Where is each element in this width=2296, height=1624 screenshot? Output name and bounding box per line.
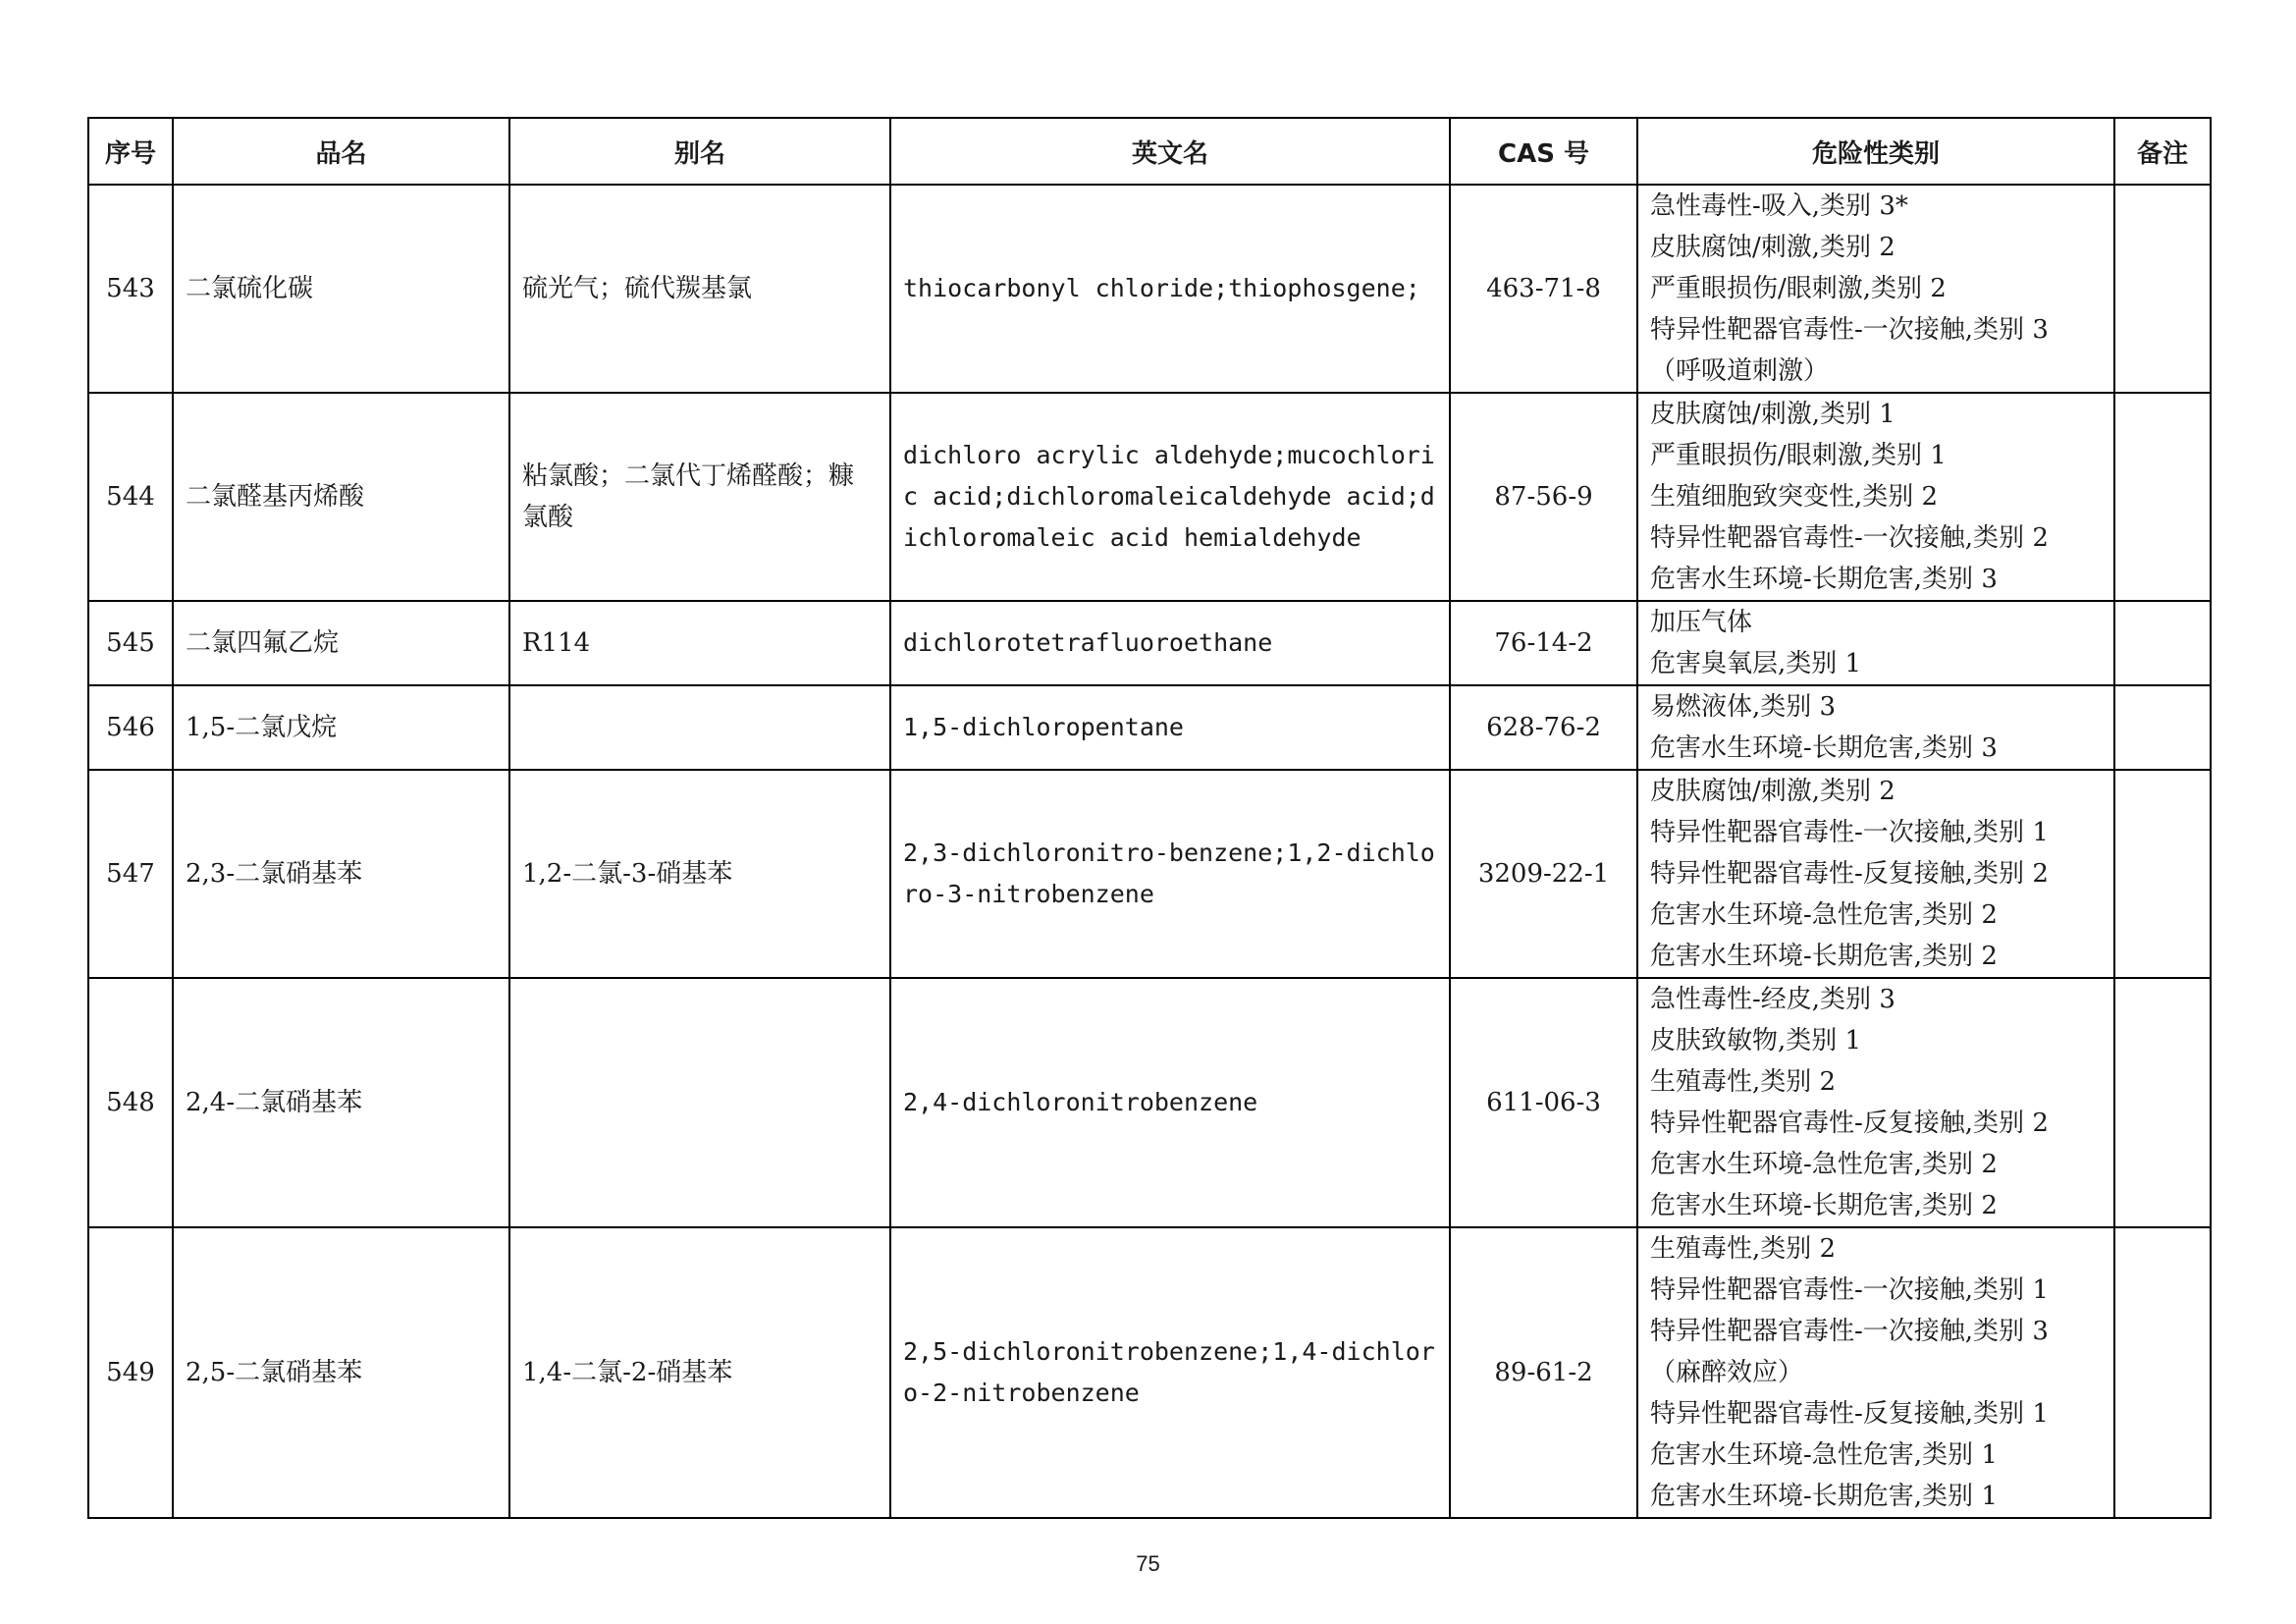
alias-cell — [509, 685, 890, 770]
product-name-cell: 2,3-二氯硝基苯 — [173, 770, 509, 978]
cas-no-cell: 463-71-8 — [1450, 185, 1637, 393]
hazard-line: 皮肤致敏物,类别 1 — [1650, 1026, 1862, 1056]
serial-no-cell: 543 — [88, 185, 173, 393]
hazard-line: 特异性靶器官毒性-一次接触,类别 2 — [1650, 523, 2049, 553]
english-name-cell: 2,3-dichloronitro-benzene;1,2-dichloro-3-nitrobenzene — [890, 770, 1450, 978]
product-name-cell: 二氯四氟乙烷 — [173, 601, 509, 685]
product-name-cell: 2,4-二氯硝基苯 — [173, 978, 509, 1227]
english-name-cell: dichlorotetrafluoroethane — [890, 601, 1450, 685]
hazard-line: 特异性靶器官毒性-一次接触,类别 3 — [1650, 1317, 2049, 1346]
hazard-line: 易燃液体,类别 3 — [1650, 692, 1837, 722]
hazard-category-cell — [1637, 601, 2114, 685]
hazard-line: 生殖毒性,类别 2 — [1650, 1067, 1837, 1097]
hazard-category-cell — [1637, 978, 2114, 1227]
english-name-cell: 2,5-dichloronitrobenzene;1,4-dichloro-2-nitrobenzene — [890, 1227, 1450, 1518]
hazard-line: 严重眼损伤/眼刺激,类别 1 — [1650, 441, 1947, 470]
hazard-line: 急性毒性-吸入,类别 3* — [1650, 191, 1908, 221]
header-alias: 别名 — [509, 118, 890, 185]
alias-cell: 1,4-二氯-2-硝基苯 — [509, 1227, 890, 1518]
hazard-category-cell — [1637, 770, 2114, 978]
table-row — [88, 393, 2211, 601]
hazard-line: 生殖毒性,类别 2 — [1650, 1234, 1837, 1264]
cas-no-cell: 628-76-2 — [1450, 685, 1637, 770]
hazard-line: 危害水生环境-长期危害,类别 3 — [1650, 733, 1998, 763]
cas-no-cell: 611-06-3 — [1450, 978, 1637, 1227]
table-row — [88, 978, 2211, 1227]
hazard-line: 危害水生环境-急性危害,类别 2 — [1650, 900, 1998, 930]
hazard-line: 急性毒性-经皮,类别 3 — [1650, 985, 1896, 1014]
remarks-cell — [2114, 601, 2211, 685]
header-product-name: 品名 — [173, 118, 509, 185]
product-name-cell: 二氯醛基丙烯酸 — [173, 393, 509, 601]
table-row — [88, 770, 2211, 978]
hazard-line: 危害水生环境-长期危害,类别 1 — [1650, 1482, 1998, 1511]
hazard-category-cell — [1637, 1227, 2114, 1518]
hazard-line: 特异性靶器官毒性-一次接触,类别 1 — [1650, 1275, 2049, 1305]
hazard-line: 皮肤腐蚀/刺激,类别 1 — [1650, 400, 1896, 429]
product-name-cell: 二氯硫化碳 — [173, 185, 509, 393]
remarks-cell — [2114, 978, 2211, 1227]
cas-no-cell: 87-56-9 — [1450, 393, 1637, 601]
header-cas-no: CAS 号 — [1450, 118, 1637, 185]
product-name-cell: 2,5-二氯硝基苯 — [173, 1227, 509, 1518]
hazard-line: 特异性靶器官毒性-反复接触,类别 2 — [1650, 859, 2049, 889]
english-name-cell: thiocarbonyl chloride;thiophosgene; — [890, 185, 1450, 393]
serial-no-cell: 545 — [88, 601, 173, 685]
remarks-cell — [2114, 1227, 2211, 1518]
hazard-line: 加压气体 — [1650, 608, 1753, 637]
serial-no-cell: 546 — [88, 685, 173, 770]
header-english-name: 英文名 — [890, 118, 1450, 185]
hazard-line: 皮肤腐蚀/刺激,类别 2 — [1650, 777, 1896, 806]
table-row — [88, 185, 2211, 393]
remarks-cell — [2114, 770, 2211, 978]
header-hazard-category: 危险性类别 — [1637, 118, 2114, 185]
hazard-line: 危害水生环境-长期危害,类别 2 — [1650, 1191, 1998, 1220]
serial-no-cell: 544 — [88, 393, 173, 601]
hazard-line: 皮肤腐蚀/刺激,类别 2 — [1650, 233, 1896, 262]
table-row — [88, 1227, 2211, 1518]
alias-cell: 1,2-二氯-3-硝基苯 — [509, 770, 890, 978]
header-remarks: 备注 — [2114, 118, 2211, 185]
hazard-category-cell — [1637, 185, 2114, 393]
hazard-line: 危害水生环境-长期危害,类别 3 — [1650, 565, 1998, 594]
remarks-cell — [2114, 185, 2211, 393]
header-serial-no: 序号 — [88, 118, 173, 185]
remarks-cell — [2114, 393, 2211, 601]
hazard-line: 特异性靶器官毒性-反复接触,类别 2 — [1650, 1109, 2049, 1138]
cas-no-cell: 76-14-2 — [1450, 601, 1637, 685]
hazard-line: 特异性靶器官毒性-反复接触,类别 1 — [1650, 1399, 2049, 1429]
hazard-category-cell — [1637, 685, 2114, 770]
hazardous-chemicals-table — [87, 117, 2212, 1519]
alias-cell: 硫光气；硫代羰基氯 — [509, 185, 890, 393]
table-row — [88, 685, 2211, 770]
alias-cell: R114 — [509, 601, 890, 685]
hazard-line: 严重眼损伤/眼刺激,类别 2 — [1650, 274, 1947, 303]
hazard-line: （呼吸道刺激） — [1650, 356, 1830, 386]
cas-no-cell: 3209-22-1 — [1450, 770, 1637, 978]
table-header-row — [88, 118, 2211, 185]
hazard-line: 特异性靶器官毒性-一次接触,类别 1 — [1650, 818, 2049, 847]
remarks-cell — [2114, 685, 2211, 770]
page-number: 75 — [1136, 1551, 1160, 1576]
serial-no-cell: 547 — [88, 770, 173, 978]
serial-no-cell: 549 — [88, 1227, 173, 1518]
hazard-line: （麻醉效应） — [1650, 1358, 1804, 1387]
hazard-line: 危害水生环境-急性危害,类别 1 — [1650, 1440, 1998, 1470]
hazard-line: 危害水生环境-长期危害,类别 2 — [1650, 942, 1998, 971]
table-row — [88, 601, 2211, 685]
cas-no-cell: 89-61-2 — [1450, 1227, 1637, 1518]
alias-cell: 粘氯酸；二氯代丁烯醛酸；糠氯酸 — [509, 393, 890, 601]
hazard-line: 特异性靶器官毒性-一次接触,类别 3 — [1650, 315, 2049, 345]
product-name-cell: 1,5-二氯戊烷 — [173, 685, 509, 770]
serial-no-cell: 548 — [88, 978, 173, 1227]
hazard-line: 生殖细胞致突变性,类别 2 — [1650, 482, 1939, 512]
english-name-cell: dichloro acrylic aldehyde;mucochloric acid;dichloromaleicaldehyde acid;dichloromaleic acid hemialdehyde — [890, 393, 1450, 601]
hazard-line: 危害臭氧层,类别 1 — [1650, 649, 1862, 678]
hazard-category-cell — [1637, 393, 2114, 601]
hazard-line: 危害水生环境-急性危害,类别 2 — [1650, 1150, 1998, 1179]
english-name-cell: 2,4-dichloronitrobenzene — [890, 978, 1450, 1227]
alias-cell — [509, 978, 890, 1227]
english-name-cell: 1,5-dichloropentane — [890, 685, 1450, 770]
